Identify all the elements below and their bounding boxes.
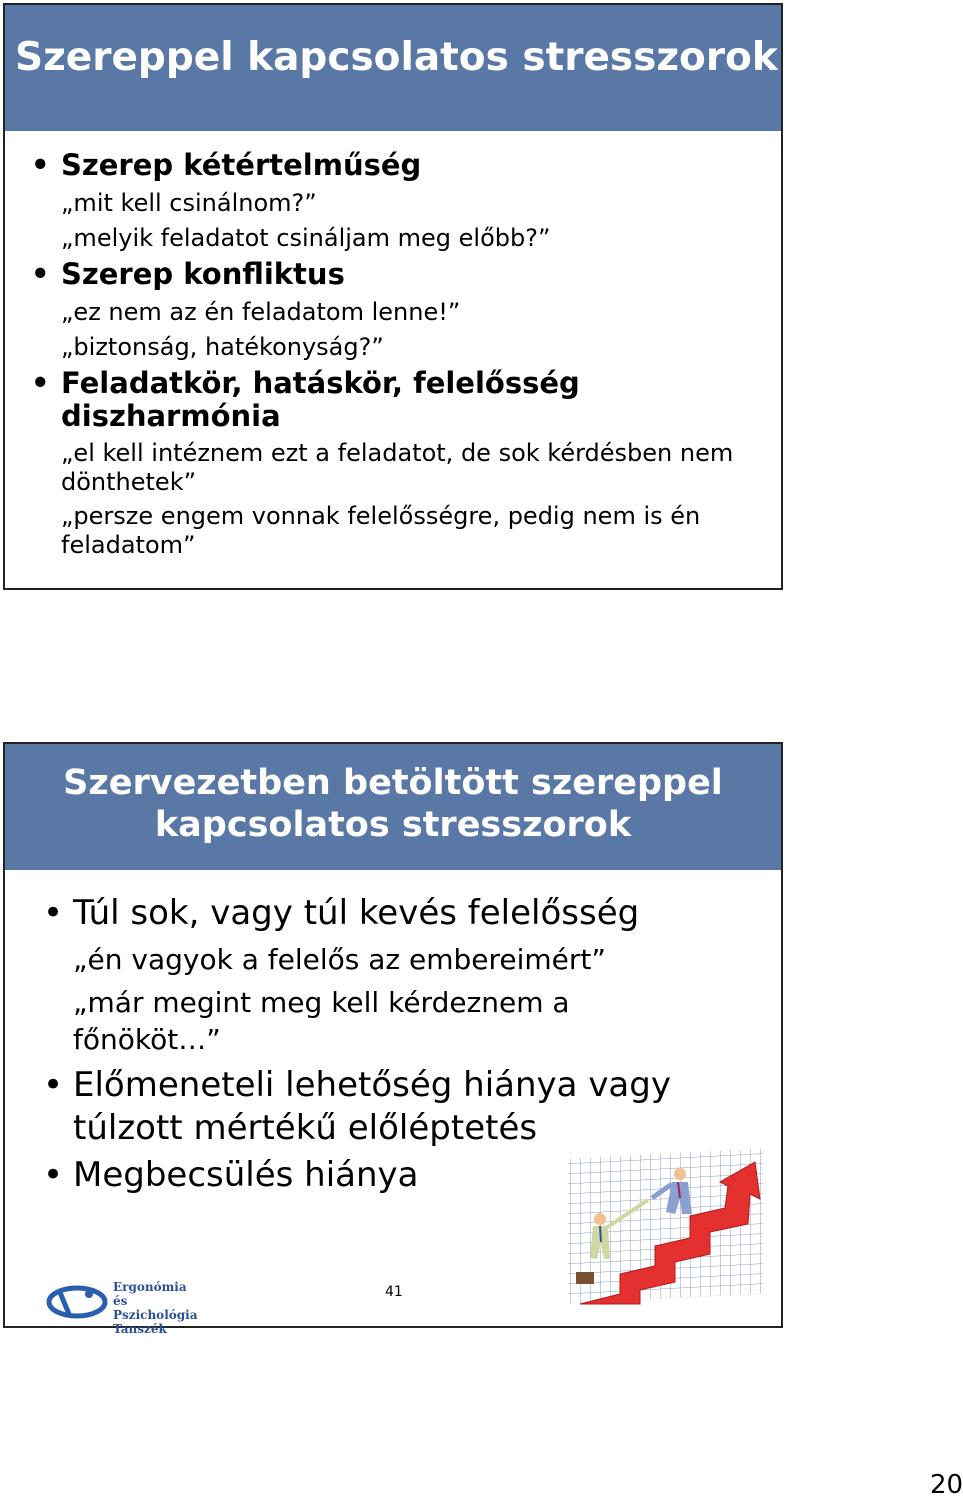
slide-2 <box>3 742 783 1336</box>
bullet-quote: „mit kell csinálnom?” <box>61 189 317 217</box>
climbing-arrow-illustration <box>560 1154 770 1309</box>
logo-icon <box>45 1280 111 1320</box>
slide-2-title-text: Szervezetben betöltött szereppel kapcsolatos stresszorok <box>63 763 723 845</box>
logo-line: Ergonómia és <box>113 1280 187 1308</box>
bullet-heading: • Megbecsülés hiánya <box>5 1154 781 1197</box>
page-number: 20 <box>930 1470 963 1500</box>
logo-line: Tanszék <box>113 1322 167 1336</box>
bullet-heading: • Szerep konfliktus <box>5 258 781 291</box>
bullet-heading: • Szerep kétértelműség <box>5 149 781 182</box>
slide-1-bullet-list <box>5 131 781 560</box>
bullet-quote: „én vagyok a felelős az embereimért” <box>73 943 606 976</box>
bullet-quote: „melyik feladatot csináljam meg előbb?” <box>61 224 551 252</box>
slide-1-title: Szereppel kapcsolatos stresszorok <box>5 5 781 131</box>
department-logo <box>45 1280 198 1336</box>
logo-line: Pszichológia <box>113 1308 198 1322</box>
bullet-quote: „persze engem vonnak felelősségre, pedig nem is én feladatom” <box>61 502 701 559</box>
bullet-quote: „el kell intéznem ezt a feladatot, de sok kérdésben nem dönthetek” <box>61 439 734 496</box>
logo-text <box>113 1280 197 1336</box>
bullet-heading: • Feladatkör, hatáskör, felelősség diszharmónia <box>5 367 621 433</box>
slide-2-title <box>5 744 781 870</box>
bullet-quote: „ez nem az én feladatom lenne!” <box>61 298 461 326</box>
slide-page-number: 41 <box>385 1284 403 1300</box>
bullet-heading: • Előmeneteli lehetőség hiánya vagy túlzott mértékű előléptetés <box>5 1064 713 1150</box>
slide-1 <box>3 3 783 590</box>
bullet-heading: • Túl sok, vagy túl kevés felelősség <box>5 892 781 935</box>
slide-2-bullet-list <box>5 870 781 1197</box>
bullet-quote: „már megint meg kell kérdeznem a főnököt…” <box>73 986 570 1056</box>
bullet-quote: „biztonság, hatékonyság?” <box>61 333 384 361</box>
